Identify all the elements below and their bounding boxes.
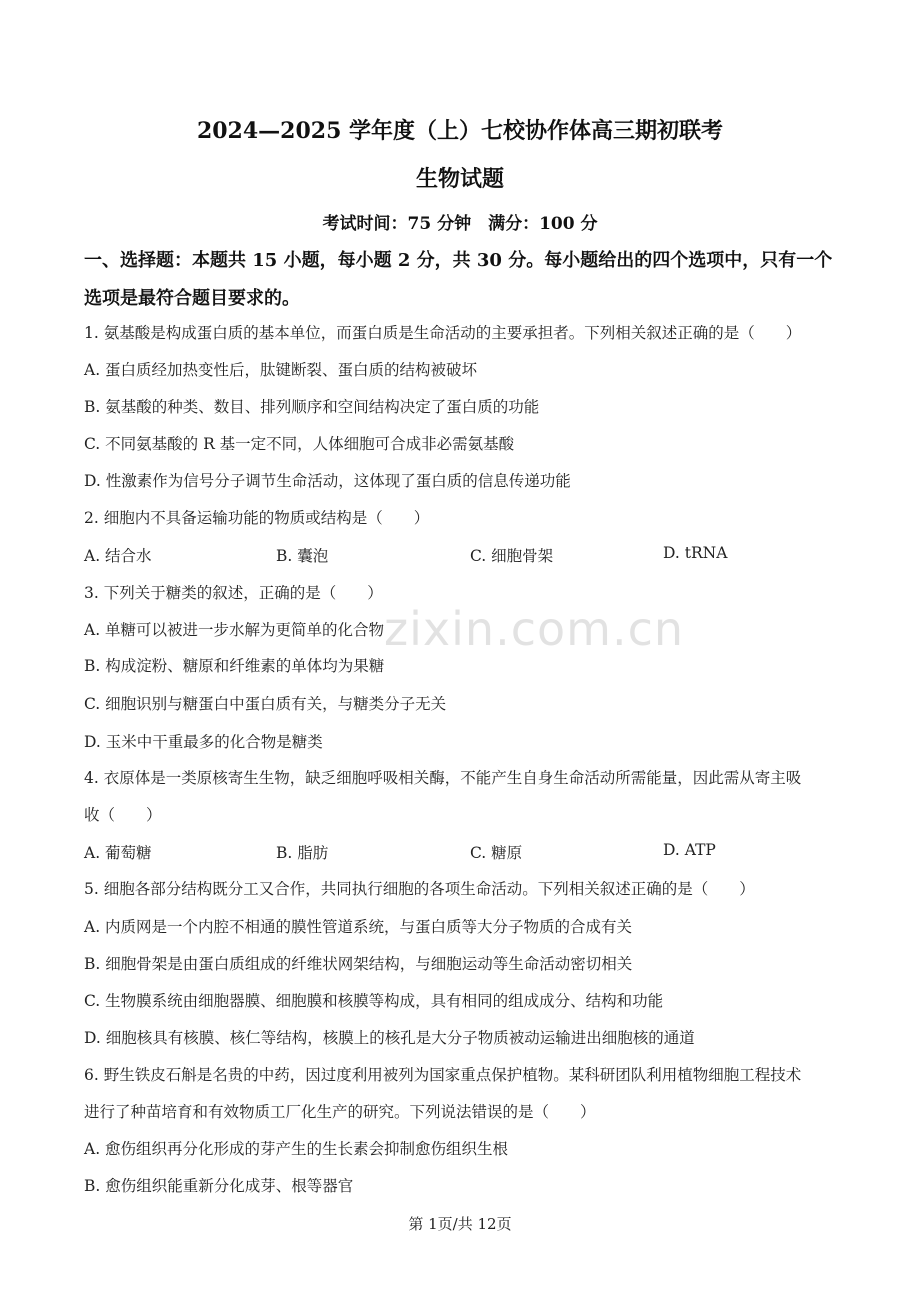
question-4-option-c: C. 糖原 [470,844,523,862]
question-1-option-c: C. 不同氨基酸的 R 基一定不同，人体细胞可合成非必需氨基酸 [84,435,515,453]
question-3-option-d: D. 玉米中干重最多的化合物是糖类 [84,733,323,751]
question-3-option-a: A. 单糖可以被进一步水解为更简单的化合物 [84,621,385,639]
question-5-option-c: C. 生物膜系统由细胞器膜、细胞膜和核膜等构成，具有相同的组成成分、结构和功能 [84,992,664,1010]
question-5-stem: 5. 细胞各部分结构既分工又合作，共同执行细胞的各项生命活动。下列相关叙述正确的是（ ） [84,880,755,898]
question-4-stem-line1: 4. 衣原体是一类原核寄生生物，缺乏细胞呼吸相关酶，不能产生自身生命活动所需能量，因此需从寄主吸 [84,769,802,787]
question-2-stem: 2. 细胞内不具备运输功能的物质或结构是（ ） [84,509,430,527]
question-2-option-d: D. tRNA [663,544,728,562]
question-2-option-b: B. 囊泡 [276,547,329,565]
question-1-option-d: D. 性激素作为信号分子调节生命活动，这体现了蛋白质的信息传递功能 [84,472,571,490]
question-2-option-a: A. 结合水 [84,547,152,565]
question-4-option-d: D. ATP [663,841,716,859]
question-1-option-b: B. 氨基酸的种类、数目、排列顺序和空间结构决定了蛋白质的功能 [84,398,540,416]
page-footer: 第 1页/共 12页 [408,1215,512,1233]
question-4-option-b: B. 脂肪 [276,844,329,862]
question-3-option-c: C. 细胞识别与糖蛋白中蛋白质有关，与糖类分子无关 [84,695,447,713]
question-1-stem: 1. 氨基酸是构成蛋白质的基本单位，而蛋白质是生命活动的主要承担者。下列相关叙述正确的是（ ） [84,324,802,342]
question-6-stem-line2: 进行了种苗培育和有效物质工厂化生产的研究。下列说法错误的是（ ） [84,1103,596,1121]
question-1-option-a: A. 蛋白质经加热变性后，肽键断裂、蛋白质的结构被破坏 [84,361,478,379]
question-5-option-a: A. 内质网是一个内腔不相通的膜性管道系统，与蛋白质等大分子物质的合成有关 [84,918,633,936]
exam-title: 2024—2025 学年度（上）七校协作体高三期初联考 [196,118,724,144]
question-2-option-c: C. 细胞骨架 [470,547,554,565]
question-3-option-b: B. 构成淀粉、糖原和纤维素的单体均为果糖 [84,657,385,675]
question-4-stem-line2: 收（ ） [84,806,162,824]
section-heading-line2: 选项是最符合题目要求的。 [84,288,300,309]
question-6-stem-line1: 6. 野生铁皮石斛是名贵的中药，因过度利用被列为国家重点保护植物。某科研团队利用植物细胞工程技术 [84,1066,802,1084]
question-5-option-d: D. 细胞核具有核膜、核仁等结构，核膜上的核孔是大分子物质被动运输进出细胞核的通道 [84,1029,695,1047]
question-5-option-b: B. 细胞骨架是由蛋白质组成的纤维状网架结构，与细胞运动等生命活动密切相关 [84,955,633,973]
subject-title: 生物试题 [415,166,504,192]
watermark: zixin.com.cn [384,602,685,656]
exam-info: 考试时间：75 分钟 满分：100 分 [322,214,598,234]
question-6-option-b: B. 愈伤组织能重新分化成芽、根等器官 [84,1177,354,1195]
section-heading-line1: 一、选择题：本题共 15 小题，每小题 2 分，共 30 分。每小题给出的四个选项中，只有一个 [84,250,833,271]
question-4-option-a: A. 葡萄糖 [84,844,152,862]
question-3-stem: 3. 下列关于糖类的叙述，正确的是（ ） [84,584,383,602]
question-6-option-a: A. 愈伤组织再分化形成的芽产生的生长素会抑制愈伤组织生根 [84,1140,509,1158]
